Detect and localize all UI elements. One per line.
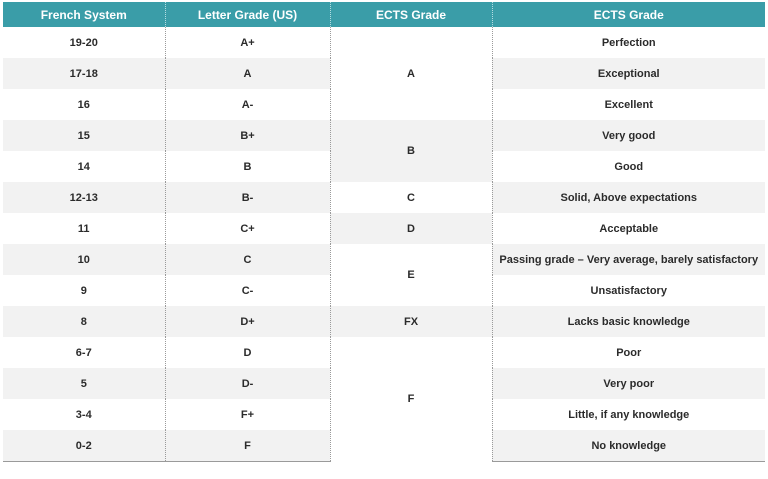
table-row [3, 213, 765, 244]
table-row [3, 337, 765, 368]
ects-grade-cell: D [330, 213, 492, 244]
french-system-cell: 9 [3, 275, 165, 306]
ects-description-cell: Solid, Above expectations [492, 182, 765, 213]
french-system-cell: 16 [3, 89, 165, 120]
letter-grade-cell: D+ [165, 306, 330, 337]
letter-grade-cell: F+ [165, 399, 330, 430]
ects-description-cell: Poor [616, 346, 642, 359]
letter-grade-cell: C- [165, 275, 330, 306]
french-system-cell: 8 [3, 306, 165, 337]
letter-grade-cell: F [165, 430, 330, 462]
french-system-cell: 15 [3, 120, 165, 151]
ects-grade-cell: F [330, 337, 492, 462]
ects-description-cell: Little, if any knowledge [568, 408, 690, 421]
french-system-cell: 12-13 [3, 182, 165, 213]
ects-description-cell: No knowledge [492, 430, 765, 462]
ects-description-cell: Very poor [492, 368, 765, 399]
ects-description-cell: Exceptional [492, 58, 765, 89]
table-row [3, 27, 765, 58]
ects-description-cell: Excellent [604, 98, 653, 111]
letter-grade-cell: C [165, 244, 330, 275]
header-french-system: French System [3, 2, 165, 27]
table-row [3, 306, 765, 337]
letter-grade-cell: C+ [165, 213, 330, 244]
grading-table [3, 2, 765, 462]
french-system-cell: 10 [3, 244, 165, 275]
table-body [3, 27, 765, 462]
french-system-cell: 6-7 [3, 337, 165, 368]
letter-grade-cell: A+ [165, 27, 330, 58]
letter-grade-cell: B+ [165, 120, 330, 151]
ects-description-cell: Lacks basic knowledge [492, 306, 765, 337]
ects-description-cell: Good [614, 160, 644, 173]
ects-grade-cell: C [330, 182, 492, 213]
ects-description-cell: Acceptable [599, 222, 659, 235]
header-ects-description: ECTS Grade [492, 2, 765, 27]
table-row [3, 182, 765, 213]
ects-description-cell: Perfection [601, 36, 656, 49]
french-system-cell: 5 [3, 368, 165, 399]
ects-grade-cell: FX [330, 306, 492, 337]
ects-description-cell: Very good [492, 120, 765, 151]
letter-grade-cell: B- [165, 182, 330, 213]
french-system-cell: 0-2 [3, 430, 165, 462]
table-row [3, 120, 765, 151]
ects-grade-cell: E [330, 244, 492, 306]
french-system-cell: 19-20 [3, 27, 165, 58]
letter-grade-cell: D- [165, 368, 330, 399]
letter-grade-cell: A [165, 58, 330, 89]
ects-grade-cell: A [330, 27, 492, 120]
french-system-cell: 3-4 [3, 399, 165, 430]
letter-grade-cell: D [165, 337, 330, 368]
header-letter-grade: Letter Grade (US) [165, 2, 330, 27]
table-row [3, 244, 765, 275]
ects-description-cell: Passing grade – Very average, barely satisfactory [492, 244, 765, 275]
french-system-cell: 14 [3, 151, 165, 182]
letter-grade-cell: B [165, 151, 330, 182]
ects-grade-cell: B [330, 120, 492, 182]
ects-description-cell: Unsatisfactory [590, 284, 667, 297]
header-ects-grade: ECTS Grade [330, 2, 492, 27]
french-system-cell: 17-18 [3, 58, 165, 89]
letter-grade-cell: A- [165, 89, 330, 120]
header-row [3, 2, 765, 27]
french-system-cell: 11 [3, 213, 165, 244]
